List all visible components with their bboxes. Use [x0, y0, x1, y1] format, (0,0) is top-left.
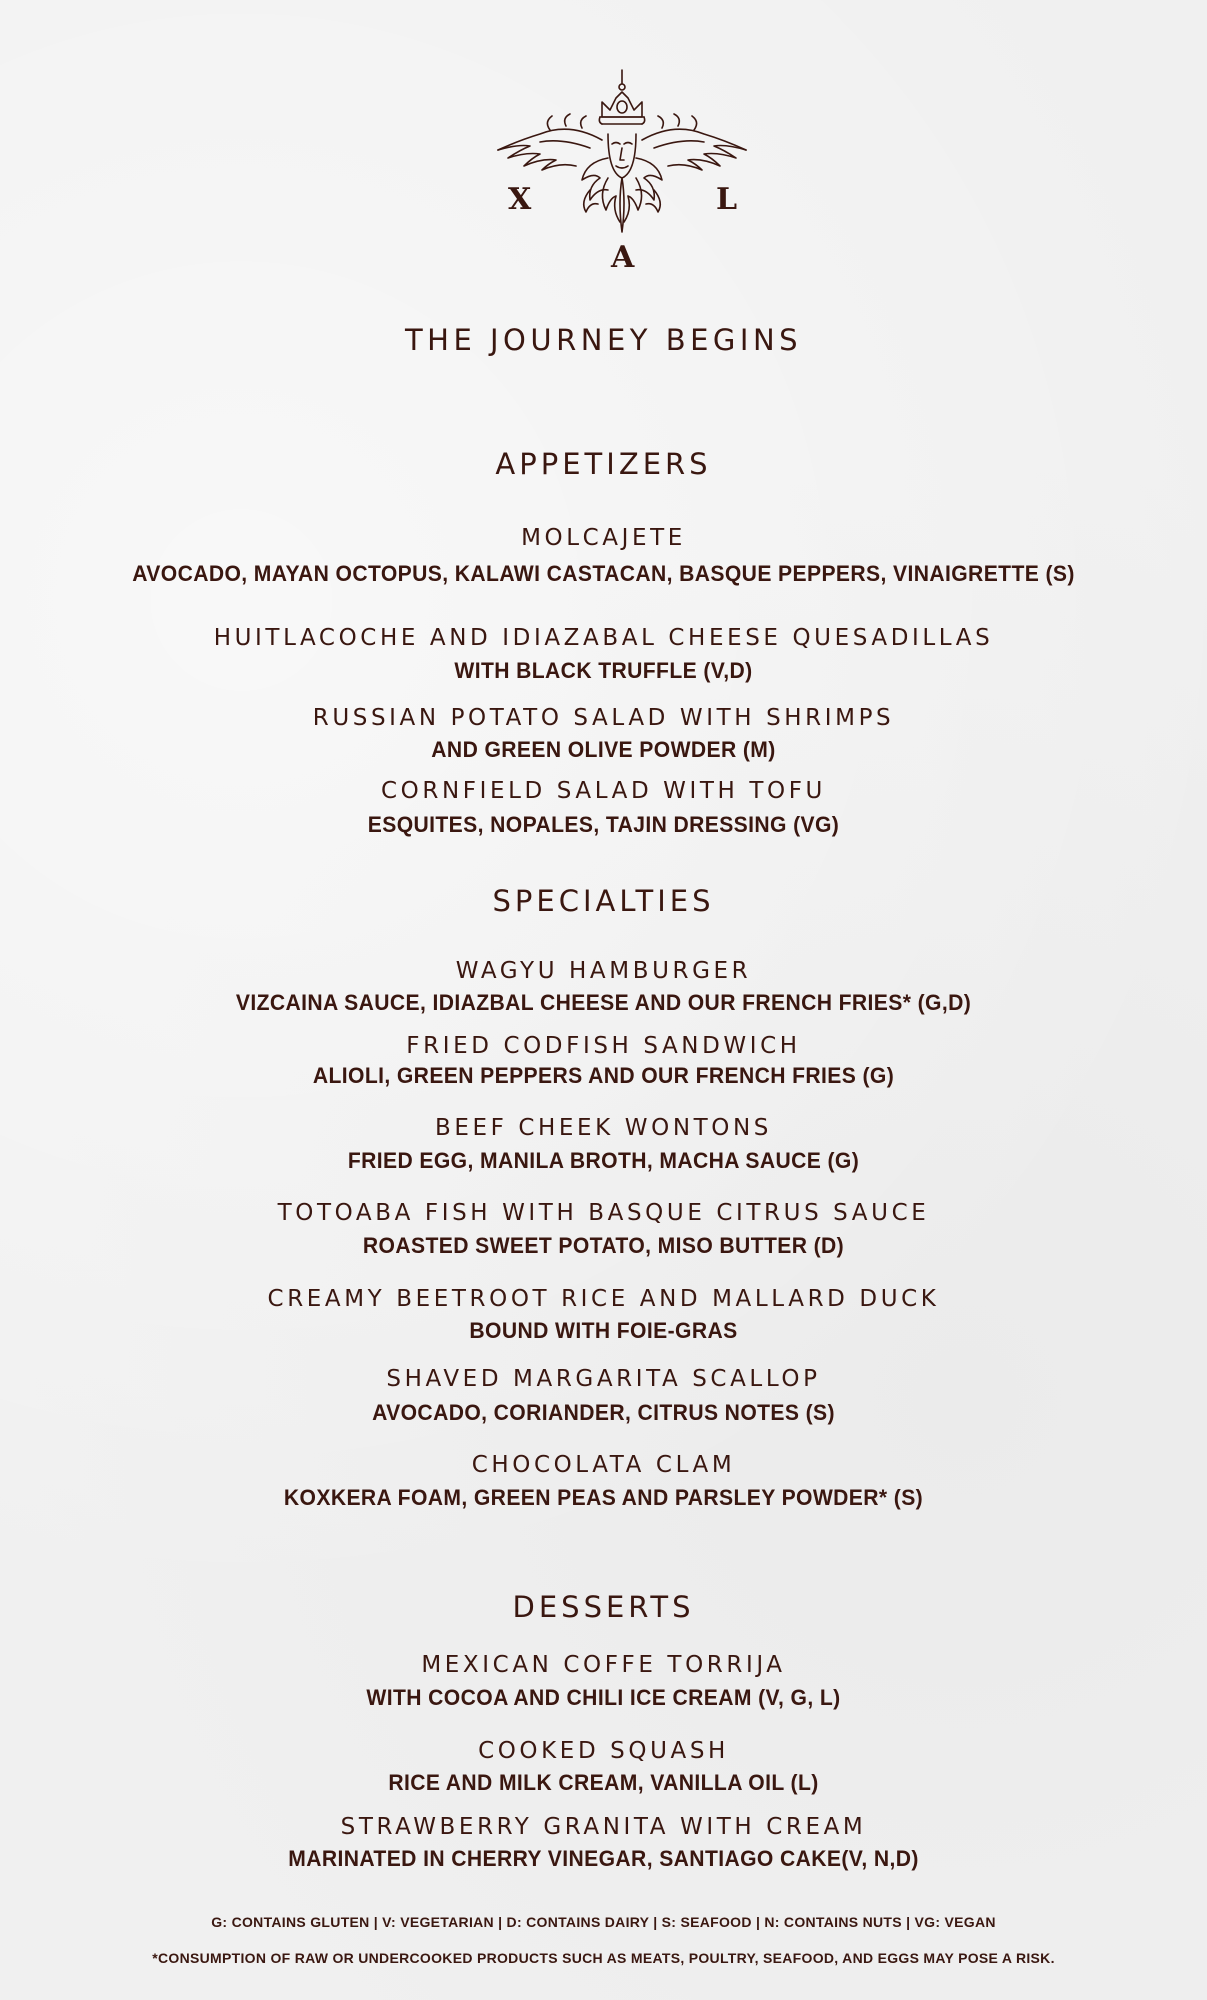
dish-name: COOKED SQUASH	[478, 1738, 729, 1764]
allergen-legend: G: CONTAINS GLUTEN | V: VEGETARIAN | D: CONTAINS DAIRY | S: SEAFOOD | N: CONTAINS NUTS | VG: VEGAN	[211, 1914, 996, 1930]
dish-description: AND GREEN OLIVE POWDER (M)	[431, 737, 776, 762]
dish-name: CHOCOLATA CLAM	[471, 1452, 736, 1478]
dish-name: HUITLACOCHE AND IDIAZABAL CHEESE QUESADILLAS	[213, 625, 994, 651]
dish-description: VIZCAINA SAUCE, IDIAZBAL CHEESE AND OUR FRENCH FRIES* (G,D)	[235, 990, 972, 1015]
page-title: THE JOURNEY BEGINS	[404, 323, 803, 357]
dish-description: AVOCADO, CORIANDER, CITRUS NOTES (S)	[372, 1400, 835, 1425]
dish-name: WAGYU HAMBURGER	[455, 958, 752, 984]
dish-name: MOLCAJETE	[521, 525, 686, 551]
dish-name: RUSSIAN POTATO SALAD WITH SHRIMPS	[312, 705, 895, 731]
dish-name: CREAMY BEETROOT RICE AND MALLARD DUCK	[267, 1286, 940, 1312]
dish-description: ALIOLI, GREEN PEPPERS AND OUR FRENCH FRIES (G)	[312, 1063, 895, 1088]
logo-letter-l: L	[716, 182, 738, 217]
dish-name: CORNFIELD SALAD WITH TOFU	[381, 778, 826, 804]
dish-name: FRIED CODFISH SANDWICH	[406, 1033, 801, 1059]
consumption-warning: *CONSUMPTION OF RAW OR UNDERCOOKED PRODUCTS SUCH AS MEATS, POULTRY, SEAFOOD, AND EGGS MAY POSE A RISK.	[152, 1950, 1055, 1966]
dish-description: ROASTED SWEET POTATO, MISO BUTTER (D)	[362, 1233, 845, 1258]
dish-description: RICE AND MILK CREAM, VANILLA OIL (L)	[388, 1770, 819, 1795]
dish-name: TOTOABA FISH WITH BASQUE CITRUS SAUCE	[277, 1200, 930, 1226]
dish-description: FRIED EGG, MANILA BROTH, MACHA SAUCE (G)	[347, 1148, 860, 1173]
dish-description: WITH BLACK TRUFFLE (V,D)	[454, 658, 753, 683]
dish-description: BOUND WITH FOIE-GRAS	[469, 1318, 738, 1343]
dish-description: WITH COCOA AND CHILI ICE CREAM (V, G, L)	[366, 1685, 841, 1710]
dish-name: SHAVED MARGARITA SCALLOP	[386, 1366, 821, 1392]
dish-name: BEEF CHEEK WONTONS	[434, 1115, 772, 1141]
restaurant-logo	[490, 62, 755, 282]
dish-description: KOXKERA FOAM, GREEN PEAS AND PARSLEY POWDER* (S)	[283, 1485, 924, 1510]
dish-name: STRAWBERRY GRANITA WITH CREAM	[340, 1814, 867, 1840]
dish-description: AVOCADO, MAYAN OCTOPUS, KALAWI CASTACAN, BASQUE PEPPERS, VINAIGRETTE (S)	[132, 561, 1075, 586]
dish-name: MEXICAN COFFE TORRIJA	[421, 1652, 786, 1678]
logo-letter-x: X	[508, 182, 532, 217]
dish-description: MARINATED IN CHERRY VINEGAR, SANTIAGO CAKE(V, N,D)	[288, 1846, 919, 1871]
section-title-specialties: SPECIALTIES	[492, 884, 715, 918]
section-title-appetizers: APPETIZERS	[495, 447, 712, 481]
section-title-desserts: DESSERTS	[512, 1590, 695, 1624]
logo-letter-a: A	[611, 240, 635, 275]
dish-description: ESQUITES, NOPALES, TAJIN DRESSING (VG)	[367, 812, 840, 837]
